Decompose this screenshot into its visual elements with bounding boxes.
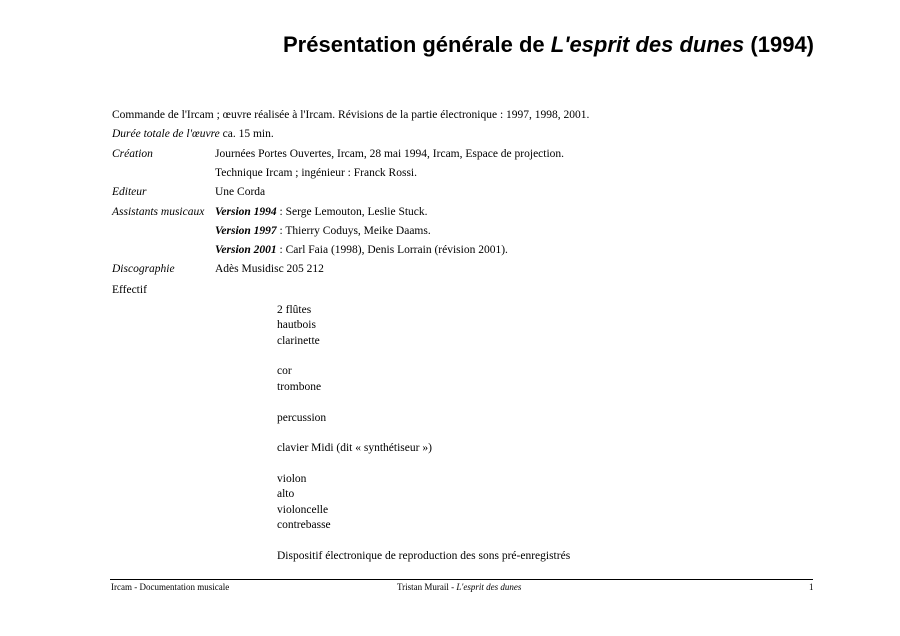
title-work: L'esprit des dunes [550,32,745,57]
instrument-item: clavier Midi (dit « synthétiseur ») [277,442,432,454]
instrument-item: percussion [277,412,327,424]
creation-label: Création [112,148,153,160]
assistant-1997 [215,225,431,237]
creation-line1: Journées Portes Ouvertes, Ircam, 28 mai 1994, Ircam, Espace de projection. [215,148,565,160]
page-title [283,32,814,58]
footer-center [397,582,521,592]
instrument-item: Dispositif électronique de reproduction des sons pré-enregistrés [277,550,571,562]
footer-author: Tristan Murail - [397,582,457,592]
instrument-item: alto [277,488,295,500]
duree-row [112,128,274,140]
duree-label: Durée totale de l'œuvre [112,128,220,140]
footer-left: Ircam - Documentation musicale [111,582,230,592]
title-year: (1994) [750,32,814,57]
version-1994: Version 1994 [215,206,277,218]
instrument-item: clarinette [277,335,320,347]
names-2001: : Carl Faia (1998), Denis Lorrain (révision 2001). [276,244,508,256]
title-prefix: Présentation générale de [283,32,545,57]
assistants-label: Assistants musicaux [112,206,205,218]
instrument-item: cor [277,365,292,377]
version-1997: Version 1997 [215,225,277,237]
version-2001: Version 2001 [215,244,277,256]
instrument-item: 2 flûtes [277,304,312,316]
footer-work: L'esprit des dunes [456,582,522,592]
discographie-label: Discographie [112,263,175,275]
assistant-2001 [215,244,508,256]
footer-divider [110,579,813,580]
page-number: 1 [809,582,814,592]
editeur-label: Editeur [112,186,147,198]
instrument-item: violon [277,473,307,485]
duree-value: ca. 15 min. [222,128,274,140]
editeur-value: Une Corda [215,186,266,198]
instrument-item: hautbois [277,319,316,331]
discographie-value: Adès Musidisc 205 212 [215,263,324,275]
intro-text: Commande de l'Ircam ; œuvre réalisée à l'Ircam. Révisions de la partie électronique : 1997, 1998, 2001. [112,109,590,121]
instrument-item: violoncelle [277,504,329,516]
assistant-1994 [215,206,428,218]
instrument-item: trombone [277,381,322,393]
instrument-item: contrebasse [277,519,331,531]
names-1997: : Thierry Coduys, Meike Daams. [276,225,431,237]
creation-line2: Technique Ircam ; ingénieur : Franck Rossi. [215,167,417,179]
names-1994: : Serge Lemouton, Leslie Stuck. [276,206,428,218]
effectif-label: Effectif [112,284,147,296]
